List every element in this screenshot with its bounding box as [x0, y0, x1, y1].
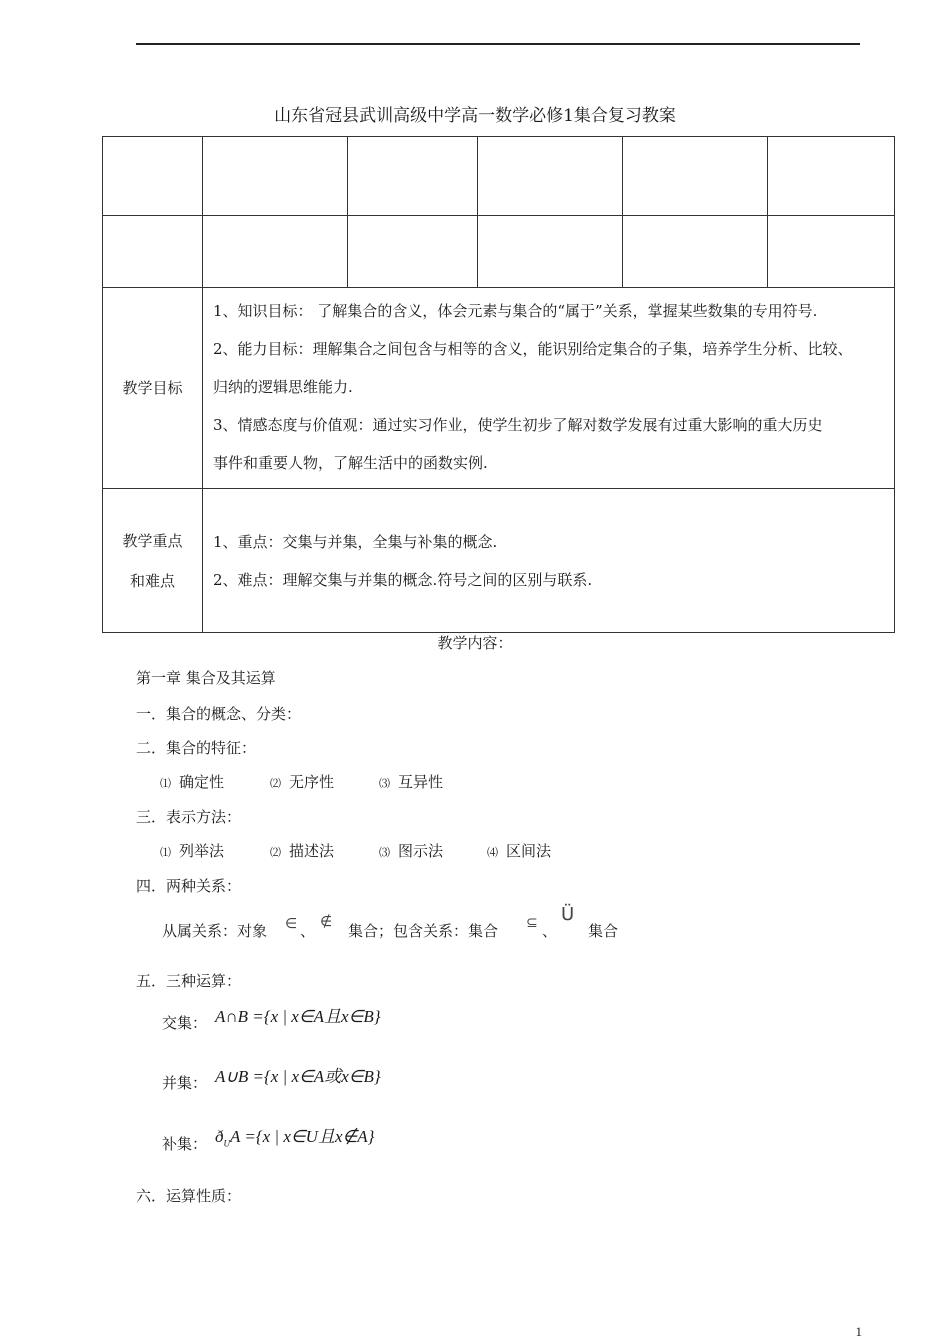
table-row [103, 489, 895, 633]
document-title: 山东省冠县武训高级中学高一数学必修1集合复习教案 [274, 106, 676, 126]
item-text: 确定性 [179, 773, 225, 791]
table-cell [623, 216, 768, 288]
table-row [103, 288, 895, 489]
table-cell [103, 216, 203, 288]
union-label: 并集： [162, 1074, 208, 1092]
not-element-of-symbol: ∉ [320, 914, 333, 930]
separator: 、 [300, 922, 316, 940]
table-cell [478, 137, 623, 216]
table-cell [623, 137, 768, 216]
goals-content [203, 288, 895, 489]
item-text: 描述法 [289, 842, 335, 860]
list-item [270, 771, 334, 792]
list-item [160, 840, 224, 861]
item-text: 互异性 [398, 773, 444, 791]
table-cell [768, 137, 895, 216]
header-rule [136, 43, 860, 45]
relation-text: 从属关系：对象 [162, 922, 268, 940]
intersection-formula: A∩B ={x | x∈A且x∈B} [215, 1007, 381, 1026]
goal-line: 1、知识目标： 了解集合的含义，体会元素与集合的“属于”关系，掌握某些数集的专用符号. [213, 302, 818, 320]
page-number: 1 [855, 1324, 862, 1339]
section-heading: 四．两种关系： [136, 877, 242, 895]
lesson-plan-table [102, 136, 895, 633]
goals-label: 教学目标 [103, 288, 203, 489]
section-heading: 一．集合的概念、分类： [136, 705, 302, 723]
list-item [379, 840, 443, 861]
table-row [103, 137, 895, 216]
section-heading: 五．三种运算： [136, 972, 242, 990]
element-of-symbol: ∈ [285, 916, 298, 932]
relation-text: 集合 [588, 922, 619, 940]
complement-formula [215, 1122, 374, 1148]
table-cell [348, 137, 478, 216]
table-row [103, 216, 895, 288]
relation-text: 集合；包含关系：集合 [348, 922, 499, 940]
section-heading: 二．集合的特征： [136, 739, 257, 757]
key-line: 2、难点：理解交集与并集的概念.符号之间的区别与联系. [213, 570, 593, 589]
chapter-heading: 第一章 集合及其运算 [136, 669, 276, 687]
list-item [270, 840, 334, 861]
item-number: ⑴ [160, 777, 171, 790]
section-heading: 六．运算性质： [136, 1187, 242, 1205]
intersection-label: 交集： [162, 1014, 208, 1032]
keys-label-line: 教学重点 [122, 531, 183, 550]
goal-line: 2、能力目标：理解集合之间包含与相等的含义，能识别给定集合的子集，培养学生分析、比较、 [213, 340, 853, 358]
complement-set-expression: A ={x | x∈U且x∉A} [230, 1127, 375, 1146]
item-text: 区间法 [506, 842, 552, 860]
table-cell [103, 137, 203, 216]
item-text: 图示法 [398, 842, 444, 860]
item-number: ⑴ [160, 846, 171, 859]
table-cell [203, 216, 348, 288]
key-line: 1、重点：交集与并集，全集与补集的概念. [213, 532, 498, 551]
goal-line: 事件和重要人物，了解生活中的函数实例. [213, 454, 488, 472]
goal-line: 归纳的逻辑思维能力. [213, 378, 353, 396]
item-number: ⑶ [379, 777, 390, 790]
separator: 、 [542, 922, 558, 940]
list-item [487, 840, 551, 861]
complement-label: 补集： [162, 1135, 208, 1153]
item-text: 列举法 [179, 842, 225, 860]
section-heading: 三．表示方法： [136, 808, 242, 826]
table-cell [348, 216, 478, 288]
union-formula: A∪B ={x | x∈A或x∈B} [215, 1067, 381, 1086]
table-cell [203, 137, 348, 216]
keys-content [203, 489, 895, 633]
keys-label [103, 489, 203, 633]
item-number: ⑵ [270, 777, 281, 790]
goal-line: 3、情感态度与价值观：通过实习作业，使学生初步了解对数学发展有过重大影响的重大历史 [213, 416, 823, 434]
table-cell [768, 216, 895, 288]
complement-symbol: ð [215, 1127, 224, 1146]
list-item [160, 771, 224, 792]
keys-label-line: 和难点 [129, 571, 175, 590]
item-number: ⑷ [487, 846, 498, 859]
item-text: 无序性 [289, 773, 335, 791]
list-item [379, 771, 443, 792]
table-cell [478, 216, 623, 288]
item-number: ⑵ [270, 846, 281, 859]
subset-symbol: ⊆ [526, 915, 538, 931]
universal-subscript: U [223, 1138, 230, 1149]
content-header: 教学内容： [437, 634, 513, 652]
item-number: ⑶ [379, 846, 390, 859]
proper-subset-symbol: Ü [561, 904, 575, 925]
